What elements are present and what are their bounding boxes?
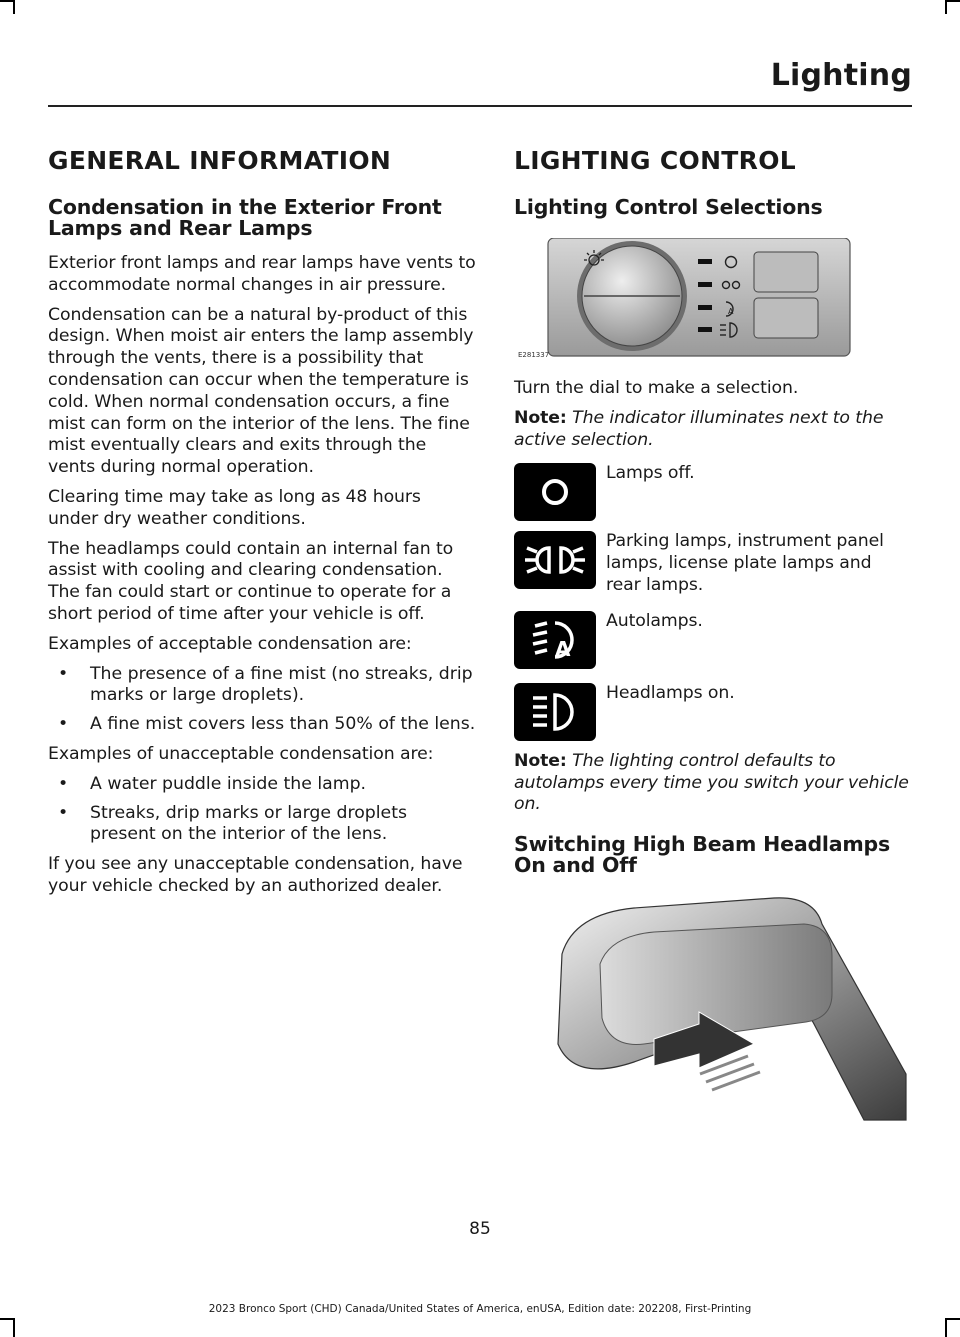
autolamps-icon xyxy=(514,611,596,669)
crop-mark xyxy=(945,0,947,14)
subsection-heading: Lighting Control Selections xyxy=(514,195,823,219)
paragraph: Turn the dial to make a selection. xyxy=(514,378,799,398)
paragraph: Condensation can be a natural by-product of this design. When moist air enters the lamp assembly through the vents, there is a possibility that condensation can occur when the temperature is cold. When normal condensation occurs, a fine mist can form on the interior of the lens. The fine mist eventually clears and exits through the vents during normal operation. xyxy=(48,304,474,478)
list-item xyxy=(48,664,476,708)
bullet: • xyxy=(58,663,69,684)
symbol-row xyxy=(514,611,910,669)
crop-mark xyxy=(0,1318,14,1320)
symbol-description: Lamps off. xyxy=(606,463,695,484)
paragraph: Examples of unacceptable condensation are: xyxy=(48,743,434,764)
bullet: • xyxy=(58,773,69,794)
lever-illustration xyxy=(514,894,910,1124)
crop-mark xyxy=(0,0,14,2)
lighting-control-figure xyxy=(514,238,910,368)
symbol-row xyxy=(514,531,910,596)
bullet: • xyxy=(58,714,69,735)
svg-text:A: A xyxy=(555,636,571,661)
list-item-text: Streaks, drip marks or large droplets present on the interior of the lens. xyxy=(90,802,407,845)
high-beam-figure xyxy=(514,894,910,1124)
page-footer: 2023 Bronco Sport (CHD) Canada/United States of America, enUSA, Edition date: 202208, First-Printing xyxy=(208,1303,752,1315)
symbol-row xyxy=(514,683,910,741)
list-item xyxy=(48,714,476,736)
crop-mark xyxy=(946,0,960,2)
subsection-heading: Condensation in the Exterior Front Lamps and Rear Lamps xyxy=(48,195,442,240)
right-column xyxy=(514,145,910,1124)
paragraph: Clearing time may take as long as 48 hours under dry weather conditions. xyxy=(48,486,421,529)
crop-mark xyxy=(945,1318,947,1337)
crop-mark xyxy=(13,1318,15,1337)
page-number: 85 xyxy=(469,1219,491,1239)
symbol-description: Headlamps on. xyxy=(606,682,735,703)
unacceptable-list xyxy=(48,774,476,846)
page-header-title: Lighting xyxy=(770,58,912,93)
note-text: The lighting control defaults to autolamps every time you switch your vehicle on. xyxy=(514,750,909,815)
bullet: • xyxy=(58,802,69,823)
paragraph: Exterior front lamps and rear lamps have vents to accommodate normal changes in air pressure. xyxy=(48,253,476,295)
note-text: The indicator illuminates next to the active selection. xyxy=(514,407,884,450)
svg-text:A: A xyxy=(728,307,734,316)
crop-mark xyxy=(13,0,15,14)
symbol-description: Parking lamps, instrument panel lamps, license plate lamps and rear lamps. xyxy=(606,531,884,595)
list-item xyxy=(48,803,476,847)
note-label: Note: xyxy=(514,750,567,771)
note-label: Note: xyxy=(514,407,567,428)
crop-mark xyxy=(946,1318,960,1320)
list-item-text: The presence of a fine mist (no streaks, drip marks or large droplets). xyxy=(90,663,473,706)
note xyxy=(514,751,910,816)
acceptable-list xyxy=(48,664,476,736)
paragraph: Examples of acceptable condensation are: xyxy=(48,633,412,654)
subsection-heading: Switching High Beam Headlamps On and Off xyxy=(514,832,891,878)
section-heading: GENERAL INFORMATION xyxy=(48,146,392,175)
left-column xyxy=(48,145,476,906)
list-item xyxy=(48,774,476,796)
section-heading: LIGHTING CONTROL xyxy=(514,146,796,175)
headlamps-on-icon xyxy=(514,683,596,741)
lamps-off-icon xyxy=(514,463,596,521)
paragraph: If you see any unacceptable condensation, have your vehicle checked by an authorized dealer. xyxy=(48,854,463,896)
note xyxy=(514,408,910,452)
lighting-control-panel-illustration xyxy=(514,238,910,364)
list-item-text: A water puddle inside the lamp. xyxy=(90,773,367,794)
symbol-row xyxy=(514,463,910,521)
paragraph: The headlamps could contain an internal fan to assist with cooling and clearing condensation. The fan could start or continue to operate for a short period of time after your vehicle is off. xyxy=(48,538,454,624)
parking-lamps-icon xyxy=(514,531,596,589)
symbol-description: Autolamps. xyxy=(606,610,703,631)
header-divider xyxy=(48,105,912,107)
list-item-text: A fine mist covers less than 50% of the lens. xyxy=(90,714,476,735)
figure-code: E281337 xyxy=(518,351,550,359)
